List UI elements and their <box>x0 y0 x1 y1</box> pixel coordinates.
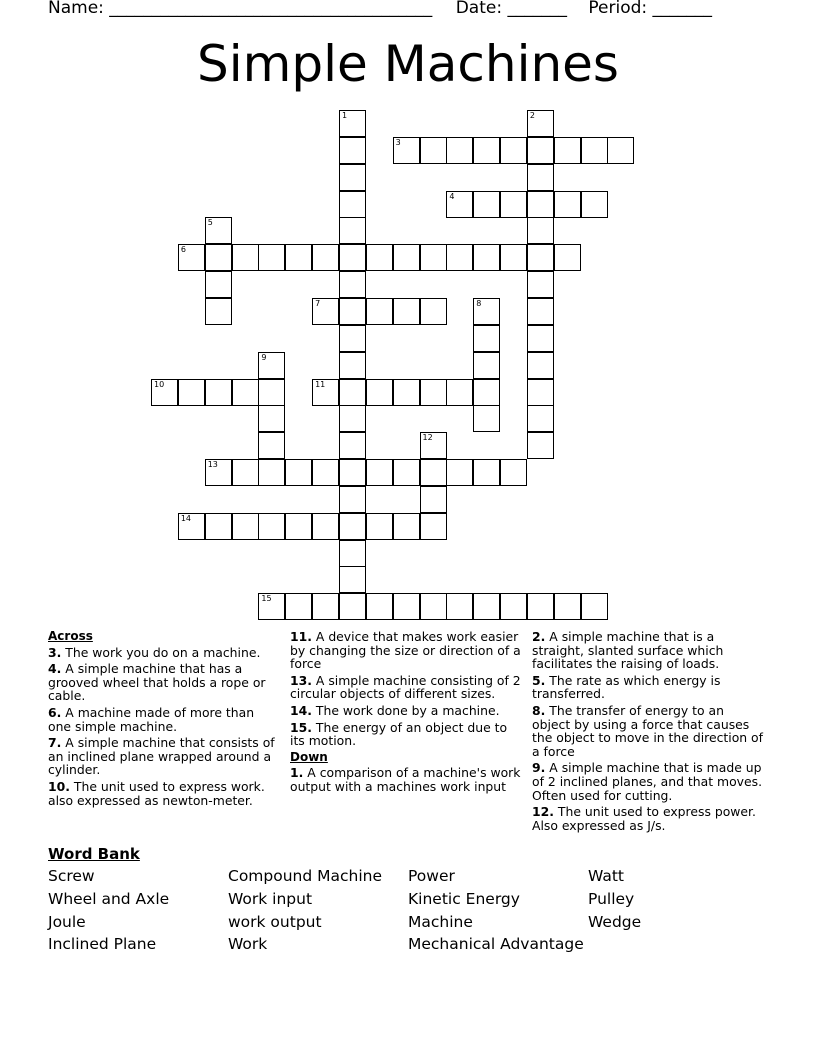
grid-cell[interactable] <box>339 352 366 379</box>
cell-number: 4 <box>449 191 455 201</box>
date-field[interactable]: Date: _______ <box>455 0 567 18</box>
grid-cell[interactable] <box>527 352 554 379</box>
word-bank-item: work output <box>228 913 322 931</box>
grid-cell[interactable] <box>581 137 608 164</box>
grid-cell[interactable] <box>420 432 447 459</box>
grid-cell[interactable] <box>527 271 554 298</box>
grid-cell[interactable] <box>554 244 581 271</box>
cell-number: 10 <box>154 379 165 389</box>
grid-cell[interactable] <box>151 379 178 406</box>
clue-across-7: 7. A simple machine that consists of an inclined plane wrapped around a cylinder. <box>48 735 275 778</box>
grid-cell[interactable] <box>312 459 339 486</box>
grid-cell[interactable] <box>527 137 554 164</box>
grid-cell[interactable] <box>258 352 285 379</box>
clue-down-9: 9. A simple machine that is made up of 2 inclined planes, and that moves. Often used for cutting. <box>532 760 763 803</box>
grid-cell[interactable] <box>473 405 500 432</box>
grid-cell[interactable] <box>339 217 366 244</box>
clues-column-1 <box>48 630 280 810</box>
grid-cell[interactable] <box>312 379 339 406</box>
page-title: Simple Machines <box>197 35 619 93</box>
grid-cell[interactable] <box>554 593 581 620</box>
grid-cell[interactable] <box>446 191 473 218</box>
clue-across-6: 6. A machine made of more than one simple machine. <box>48 704 255 734</box>
word-bank-item: Screw <box>48 867 95 885</box>
grid-cell[interactable] <box>500 244 527 271</box>
grid-cell[interactable] <box>446 244 473 271</box>
word-bank-heading: Word Bank <box>48 845 140 863</box>
grid-cell[interactable] <box>339 405 366 432</box>
grid-cell[interactable] <box>527 593 554 620</box>
grid-cell[interactable] <box>393 593 420 620</box>
grid-cell[interactable] <box>339 137 366 164</box>
cell-number: 6 <box>180 245 186 255</box>
grid-cell[interactable] <box>500 593 527 620</box>
grid-cell[interactable] <box>285 593 312 620</box>
grid-cell[interactable] <box>339 513 366 540</box>
grid-cell[interactable] <box>393 459 420 486</box>
grid-cell[interactable] <box>473 459 500 486</box>
word-bank-item: Machine <box>408 913 473 931</box>
clue-down-8: 8. The transfer of energy to an object by using a force that causes the object to move in the direction of a force <box>532 702 764 759</box>
word-bank-item: Joule <box>48 913 86 931</box>
grid-cell[interactable] <box>554 137 581 164</box>
grid-cell[interactable] <box>339 566 366 593</box>
down-heading: Down <box>290 749 328 764</box>
cell-number: 1 <box>341 111 348 120</box>
grid-cell[interactable] <box>420 298 447 325</box>
grid-cell[interactable] <box>258 379 285 406</box>
word-bank-item: Inclined Plane <box>48 935 157 953</box>
grid-cell[interactable] <box>312 593 339 620</box>
grid-cell[interactable] <box>205 513 232 540</box>
grid-cell[interactable] <box>339 244 366 271</box>
grid-cell[interactable] <box>366 513 393 540</box>
grid-cell[interactable] <box>473 298 500 325</box>
grid-cell[interactable] <box>339 191 366 218</box>
clue-across-10: 10. The unit used to express work. also expressed as newton-meter. <box>48 778 265 808</box>
grid-cell[interactable] <box>258 405 285 432</box>
grid-cell[interactable] <box>232 459 259 486</box>
grid-cell[interactable] <box>258 513 285 540</box>
grid-cell[interactable] <box>393 298 420 325</box>
grid-cell[interactable] <box>366 459 393 486</box>
grid-cell[interactable] <box>393 513 420 540</box>
clue-across-3: 3. The work you do on a machine. <box>48 644 261 660</box>
grid-cell[interactable] <box>366 244 393 271</box>
clues-column-2 <box>290 630 525 797</box>
grid-cell[interactable] <box>258 432 285 459</box>
cell-number: 3 <box>395 137 401 147</box>
grid-cell[interactable] <box>366 379 393 406</box>
grid-cell[interactable] <box>473 352 500 379</box>
grid-cell[interactable] <box>339 379 366 406</box>
cell-number: 13 <box>207 460 218 470</box>
clue-down-12: 12. The unit used to express power. Also expressed as J/s. <box>532 804 756 833</box>
grid-cell[interactable] <box>473 137 500 164</box>
grid-cell[interactable] <box>258 593 285 620</box>
grid-cell[interactable] <box>366 593 393 620</box>
grid-cell[interactable] <box>285 459 312 486</box>
clue-down-5: 5. The rate as which energy is transferred. <box>532 672 721 702</box>
grid-cell[interactable] <box>527 244 554 271</box>
grid-cell[interactable] <box>420 486 447 513</box>
cell-number: 11 <box>315 379 326 389</box>
clue-across-11: 11. A device that makes work easier by changing the size or direction of a force <box>290 629 521 672</box>
grid-cell[interactable] <box>527 110 554 137</box>
grid-cell[interactable] <box>366 298 393 325</box>
grid-cell[interactable] <box>527 217 554 244</box>
cell-number: 12 <box>422 433 433 443</box>
grid-cell[interactable] <box>393 244 420 271</box>
grid-cell[interactable] <box>420 379 447 406</box>
grid-cell[interactable] <box>205 217 232 244</box>
grid-cell[interactable] <box>500 137 527 164</box>
word-bank-item: Compound Machine <box>228 867 383 885</box>
clues-column-3 <box>532 630 766 835</box>
grid-cell[interactable] <box>393 137 420 164</box>
grid-cell[interactable] <box>285 244 312 271</box>
grid-cell[interactable] <box>446 379 473 406</box>
word-bank-item: Pulley <box>588 890 635 908</box>
grid-cell[interactable] <box>581 593 608 620</box>
grid-cell[interactable] <box>420 137 447 164</box>
name-field[interactable]: Name: ______________________________________ <box>48 0 433 18</box>
grid-cell[interactable] <box>473 325 500 352</box>
cell-number: 15 <box>261 594 272 604</box>
grid-cell[interactable] <box>446 137 473 164</box>
grid-cell[interactable] <box>527 164 554 191</box>
word-bank-item: Wedge <box>588 913 642 931</box>
word-bank-item: Watt <box>588 867 624 885</box>
grid-cell[interactable] <box>473 593 500 620</box>
clue-across-13: 13. A simple machine consisting of 2 circular objects of different sizes. <box>290 672 521 702</box>
grid-cell[interactable] <box>420 593 447 620</box>
grid-cell[interactable] <box>178 513 205 540</box>
grid-cell[interactable] <box>527 432 554 459</box>
grid-cell[interactable] <box>232 244 259 271</box>
grid-cell[interactable] <box>339 164 366 191</box>
grid-cell[interactable] <box>258 459 285 486</box>
grid-cell[interactable] <box>232 379 259 406</box>
cell-number: 8 <box>476 298 482 308</box>
grid-cell[interactable] <box>446 459 473 486</box>
grid-cell[interactable] <box>232 513 259 540</box>
word-bank-item: Wheel and Axle <box>48 890 170 908</box>
grid-cell[interactable] <box>205 379 232 406</box>
grid-cell[interactable] <box>420 459 447 486</box>
across-heading: Across <box>48 629 93 643</box>
word-bank-item: Work <box>228 935 268 953</box>
grid-cell[interactable] <box>473 379 500 406</box>
grid-cell[interactable] <box>393 379 420 406</box>
cell-number: 7 <box>315 298 321 308</box>
grid-cell[interactable] <box>205 244 232 271</box>
grid-cell[interactable] <box>420 244 447 271</box>
grid-cell[interactable] <box>500 459 527 486</box>
grid-cell[interactable] <box>339 110 366 137</box>
word-bank-item: Kinetic Energy <box>408 890 520 908</box>
cell-number: 9 <box>261 352 267 362</box>
clue-across-15: 15. The energy of an object due to its motion. <box>290 719 508 749</box>
cell-number: 5 <box>207 218 213 228</box>
cell-number: 2 <box>529 111 535 120</box>
grid-cell[interactable] <box>527 325 554 352</box>
grid-cell[interactable] <box>312 298 339 325</box>
grid-cell[interactable] <box>420 513 447 540</box>
grid-cell[interactable] <box>473 244 500 271</box>
grid-cell[interactable] <box>527 379 554 406</box>
word-bank-item: Work input <box>228 890 313 908</box>
grid-cell[interactable] <box>339 298 366 325</box>
clue-down-2: 2. A simple machine that is a straight, slanted surface which facilitates the raising of loads. <box>532 629 724 672</box>
grid-cell[interactable] <box>258 244 285 271</box>
grid-cell[interactable] <box>178 379 205 406</box>
grid-cell[interactable] <box>312 513 339 540</box>
grid-cell[interactable] <box>500 191 527 218</box>
grid-cell[interactable] <box>178 244 205 271</box>
clue-across-14: 14. The work done by a machine. <box>290 702 500 718</box>
grid-cell[interactable] <box>473 191 500 218</box>
grid-cell[interactable] <box>205 459 232 486</box>
period-field[interactable]: Period: _______ <box>588 0 713 18</box>
grid-cell[interactable] <box>339 325 366 352</box>
grid-cell[interactable] <box>607 137 634 164</box>
grid-cell[interactable] <box>285 513 312 540</box>
grid-cell[interactable] <box>339 459 366 486</box>
grid-cell[interactable] <box>339 540 366 567</box>
word-bank-item: Power <box>408 867 455 885</box>
grid-cell[interactable] <box>527 298 554 325</box>
grid-cell[interactable] <box>339 593 366 620</box>
grid-cell[interactable] <box>527 191 554 218</box>
grid-cell[interactable] <box>339 432 366 459</box>
clue-across-4: 4. A simple machine that has a grooved wheel that holds a rope or cable. <box>48 661 266 704</box>
word-bank-item: Mechanical Advantage <box>408 935 584 953</box>
grid-cell[interactable] <box>527 405 554 432</box>
grid-cell[interactable] <box>446 593 473 620</box>
grid-cell[interactable] <box>312 244 339 271</box>
grid-cell[interactable] <box>205 271 232 298</box>
clue-down-1: 1. A comparison of a machine's work output with a machines work input <box>290 765 521 794</box>
grid-cell[interactable] <box>554 191 581 218</box>
grid-cell[interactable] <box>339 486 366 513</box>
grid-cell[interactable] <box>339 271 366 298</box>
grid-cell[interactable] <box>581 191 608 218</box>
grid-cell[interactable] <box>205 298 232 325</box>
cell-number: 14 <box>180 513 192 523</box>
